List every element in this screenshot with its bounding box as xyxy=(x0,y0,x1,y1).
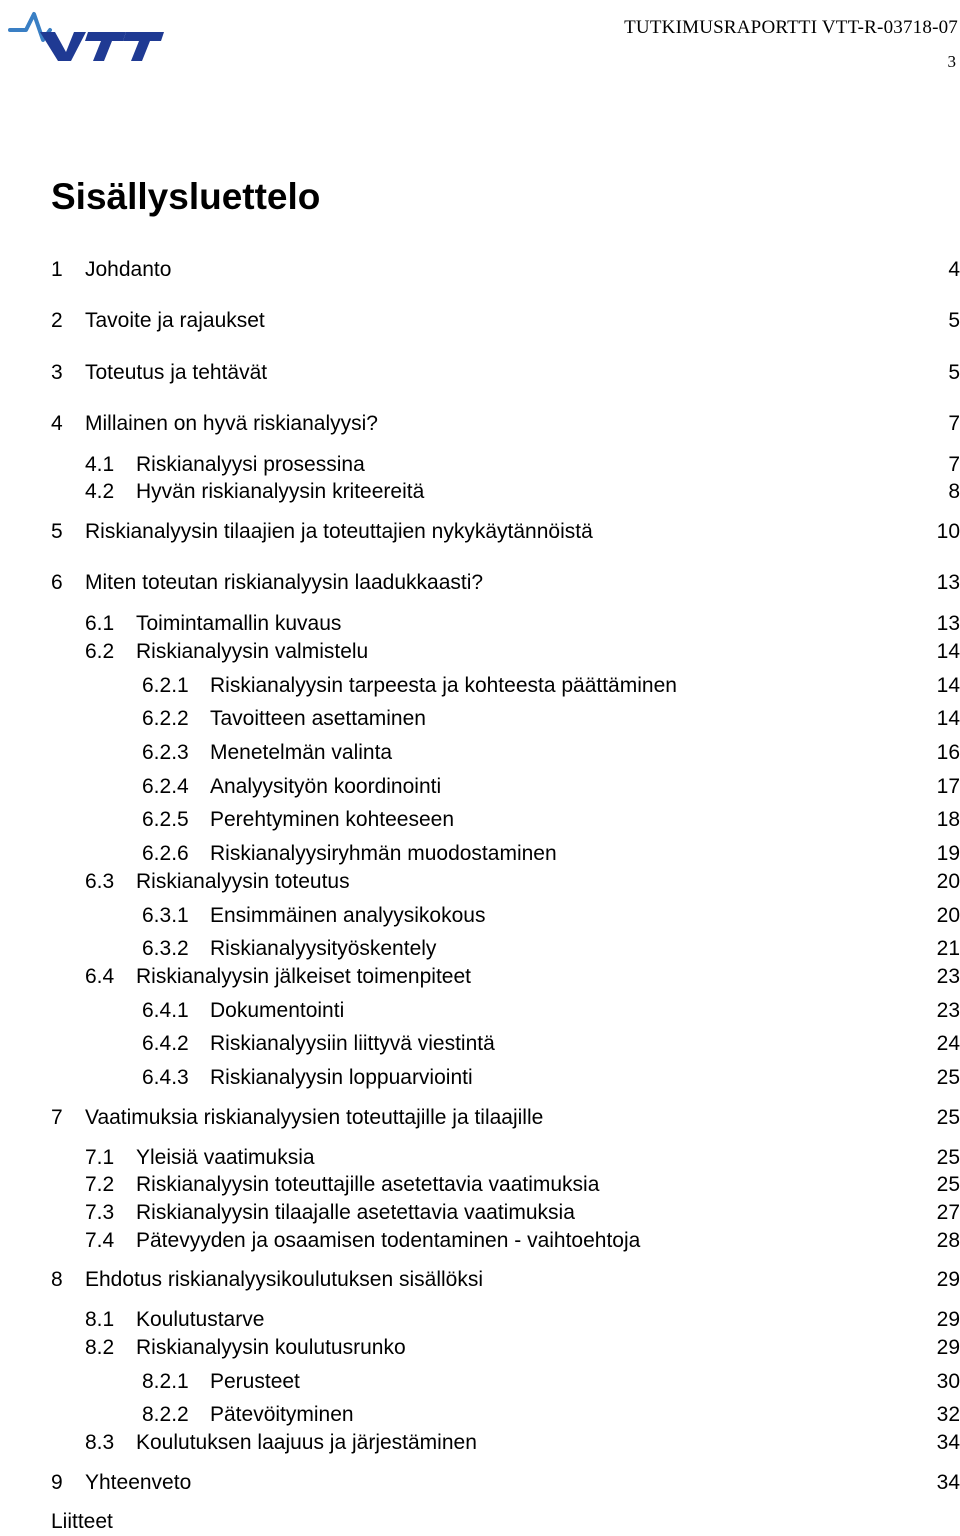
toc-entry-number: 6.2.3 xyxy=(142,741,189,764)
vtt-logo-graphic xyxy=(8,6,166,66)
toc-entry-number: 6.1 xyxy=(85,612,115,635)
toc-entry[interactable] xyxy=(0,569,960,597)
toc-entry-page: 32 xyxy=(936,1403,960,1426)
toc-entry-title: Millainen on hyvä riskianalyysi? xyxy=(85,412,378,435)
toc-entry[interactable] xyxy=(0,1266,960,1294)
toc-entry[interactable] xyxy=(0,773,960,801)
toc-entry[interactable] xyxy=(0,1334,960,1362)
toc-entry-title: Yleisiä vaatimuksia xyxy=(136,1146,315,1169)
page-title: Sisällysluettelo xyxy=(51,176,321,217)
toc-entry-number: 4.1 xyxy=(85,453,115,476)
toc-entry-page: 20 xyxy=(936,904,960,927)
toc-entry-page: 7 xyxy=(948,412,960,435)
toc-entry-title: Toteutus ja tehtävät xyxy=(85,361,268,384)
toc-entry-page: 8 xyxy=(948,480,960,503)
toc-entry-number: 6.3 xyxy=(85,870,115,893)
toc-entry-page: 29 xyxy=(936,1308,960,1331)
toc-entry-page: 7 xyxy=(948,453,960,476)
page-number: 3 xyxy=(947,52,956,71)
toc-entry[interactable] xyxy=(0,902,960,930)
toc-entry-page: 13 xyxy=(936,571,960,594)
toc-entry-number: 9 xyxy=(51,1471,63,1494)
toc-entry-number: 7.1 xyxy=(85,1146,115,1169)
toc-entry-number: 3 xyxy=(51,361,63,384)
toc-entry-title: Riskianalyysin loppuarviointi xyxy=(210,1066,473,1089)
vtt-logo xyxy=(8,6,166,66)
toc-entry-number: 6.2.1 xyxy=(142,674,189,697)
toc-entry[interactable] xyxy=(0,307,960,335)
toc-entry-number: 7.4 xyxy=(85,1229,115,1252)
toc-entry-title: Perusteet xyxy=(210,1370,300,1393)
toc-entry-title: Koulutustarve xyxy=(136,1308,265,1331)
toc-entry[interactable] xyxy=(0,638,960,666)
toc-entry[interactable] xyxy=(0,1368,960,1396)
toc-entry-title: Hyvän riskianalyysin kriteereitä xyxy=(136,480,425,503)
toc-entry-number: 8.2.2 xyxy=(142,1403,189,1426)
toc-entry-page: 34 xyxy=(936,1431,960,1454)
toc-entry-number: 6.4.3 xyxy=(142,1066,189,1089)
toc-entry-number: 8.3 xyxy=(85,1431,115,1454)
toc-entry-number: 6.2.6 xyxy=(142,842,189,865)
toc-entry-page: 14 xyxy=(936,640,960,663)
toc-entry-number: 8.2 xyxy=(85,1336,115,1359)
toc-entry-title: Riskianalyysiin liittyvä viestintä xyxy=(210,1032,495,1055)
toc-entry-page: 29 xyxy=(936,1336,960,1359)
toc-entry-page: 20 xyxy=(936,870,960,893)
toc-entry[interactable] xyxy=(0,840,960,868)
toc-entry-number: 1 xyxy=(51,258,63,281)
toc-entry[interactable] xyxy=(0,478,960,506)
toc-entry-title: Koulutuksen laajuus ja järjestäminen xyxy=(136,1431,477,1454)
toc-entry-page: 23 xyxy=(936,965,960,988)
toc-entry[interactable] xyxy=(0,705,960,733)
toc-entry[interactable] xyxy=(0,451,960,479)
toc-entry-number: 6 xyxy=(51,571,63,594)
toc-entry-number: 6.2.5 xyxy=(142,808,189,831)
toc-entry-title: Tavoite ja rajaukset xyxy=(85,309,265,332)
toc-entry[interactable] xyxy=(0,868,960,896)
toc-entry[interactable] xyxy=(0,1306,960,1334)
toc-entry-page: 4 xyxy=(948,258,960,281)
toc-entry-number: 4 xyxy=(51,412,63,435)
toc-entry-title: Riskianalyysityöskentely xyxy=(210,937,437,960)
toc-entry[interactable] xyxy=(0,935,960,963)
toc-entry-page: 14 xyxy=(936,707,960,730)
toc-entry[interactable] xyxy=(0,1469,960,1497)
toc-entry-title: Yhteenveto xyxy=(85,1471,192,1494)
toc-entry[interactable] xyxy=(0,739,960,767)
toc-entry-page: 23 xyxy=(936,999,960,1022)
toc-entry-number: 6.3.2 xyxy=(142,937,189,960)
toc-entry[interactable] xyxy=(0,1064,960,1092)
toc-entry-number: 7 xyxy=(51,1106,63,1129)
toc-entry-number: 8.2.1 xyxy=(142,1370,189,1393)
toc-entry[interactable] xyxy=(0,1401,960,1429)
toc-entry-title: Riskianalyysin jälkeiset toimenpiteet xyxy=(136,965,471,988)
toc-entry-page: 5 xyxy=(948,309,960,332)
toc-entry[interactable] xyxy=(0,1144,960,1172)
toc-entry-title: Riskianalyysin toteuttajille asetettavia vaatimuksia xyxy=(136,1173,600,1196)
toc-entry-title: Riskianalyysin tilaajalle asetettavia vaatimuksia xyxy=(136,1201,575,1224)
toc-entry[interactable] xyxy=(0,518,960,546)
toc-entry-page: 25 xyxy=(936,1106,960,1129)
toc-entry-title: Riskianalyysin toteutus xyxy=(136,870,350,893)
toc-entry-title: Dokumentointi xyxy=(210,999,345,1022)
toc-entry-page: 13 xyxy=(936,612,960,635)
toc-entry-number: 8 xyxy=(51,1268,63,1291)
toc-entry-title: Riskianalyysin koulutusrunko xyxy=(136,1336,406,1359)
toc-entry[interactable] xyxy=(0,997,960,1025)
toc-entry-number: 6.2.2 xyxy=(142,707,189,730)
toc-entry[interactable] xyxy=(0,1030,960,1058)
toc-entry-page: 25 xyxy=(936,1173,960,1196)
toc-entry-number: 6.4 xyxy=(85,965,115,988)
toc-entry[interactable] xyxy=(0,1199,960,1227)
toc-entry-title: Pätevyyden ja osaamisen todentaminen - vaihtoehtoja xyxy=(136,1229,641,1252)
toc-entry-page: 10 xyxy=(936,520,960,543)
toc-entry-title: Riskianalyysin tilaajien ja toteuttajien nykykäytännöistä xyxy=(85,520,593,543)
toc-entry-number: 6.3.1 xyxy=(142,904,189,927)
report-id: TUTKIMUSRAPORTTI VTT-R-03718-07 xyxy=(624,17,958,38)
toc-entry-page: 27 xyxy=(936,1201,960,1224)
toc-entry[interactable] xyxy=(0,1508,960,1536)
toc-entry-page: 28 xyxy=(936,1229,960,1252)
toc-entry-number: 6.4.2 xyxy=(142,1032,189,1055)
toc-entry[interactable] xyxy=(0,672,960,700)
toc-entry-page: 17 xyxy=(936,775,960,798)
toc-entry[interactable] xyxy=(0,359,960,387)
toc-entry-page: 21 xyxy=(936,937,960,960)
toc-entry-number: 5 xyxy=(51,520,63,543)
toc-entry-number: 7.2 xyxy=(85,1173,115,1196)
toc-entry-page: 14 xyxy=(936,674,960,697)
toc-entry-number: 4.2 xyxy=(85,480,115,503)
toc-entry-page: 25 xyxy=(936,1146,960,1169)
toc-entry[interactable] xyxy=(0,963,960,991)
toc-entry[interactable] xyxy=(0,1227,960,1255)
toc-entry-title: Pätevöityminen xyxy=(210,1403,354,1426)
toc-entry[interactable] xyxy=(0,256,960,284)
toc-entry-number: 6.4.1 xyxy=(142,999,189,1022)
toc-entry-title: Johdanto xyxy=(85,258,172,281)
toc-entry-page: 18 xyxy=(936,808,960,831)
toc-entry[interactable] xyxy=(0,410,960,438)
toc-entry-title: Riskianalyysin valmistelu xyxy=(136,640,369,663)
toc-entry-title: Ensimmäinen analyysikokous xyxy=(210,904,486,927)
toc-entry-page: 19 xyxy=(936,842,960,865)
toc-entry-number: 7.3 xyxy=(85,1201,115,1224)
toc-entry-page: 24 xyxy=(936,1032,960,1055)
toc-entry-title: Ehdotus riskianalyysikoulutuksen sisällöksi xyxy=(85,1268,484,1291)
toc-entry-title: Menetelmän valinta xyxy=(210,741,393,764)
toc-entry-title: Tavoitteen asettaminen xyxy=(210,707,426,730)
toc-entry-title: Miten toteutan riskianalyysin laadukkaasti? xyxy=(85,571,484,594)
toc-entry-title: Riskianalyysi prosessina xyxy=(136,453,365,476)
toc-entry-title: Analyysityön koordinointi xyxy=(210,775,442,798)
toc-entry-title: Perehtyminen kohteeseen xyxy=(210,808,454,831)
toc-entry[interactable] xyxy=(0,806,960,834)
toc-entry-number: 6.2.4 xyxy=(142,775,189,798)
toc-entry-page: 34 xyxy=(936,1471,960,1494)
toc-entry[interactable] xyxy=(0,1171,960,1199)
toc-entry[interactable] xyxy=(0,1104,960,1132)
toc-entry[interactable] xyxy=(0,610,960,638)
toc-entry-page: 16 xyxy=(936,741,960,764)
toc-entry-title: Riskianalyysiryhmän muodostaminen xyxy=(210,842,557,865)
toc-entry-page: 5 xyxy=(948,361,960,384)
toc-entry-title: Riskianalyysin tarpeesta ja kohteesta päättäminen xyxy=(210,674,677,697)
toc-entry-title: Liitteet xyxy=(51,1510,113,1533)
toc-entry-number: 6.2 xyxy=(85,640,115,663)
toc-entry-page: 29 xyxy=(936,1268,960,1291)
toc-entry-number: 8.1 xyxy=(85,1308,115,1331)
toc-entry[interactable] xyxy=(0,1429,960,1457)
toc-entry-page: 30 xyxy=(936,1370,960,1393)
toc-entry-title: Vaatimuksia riskianalyysien toteuttajille ja tilaajille xyxy=(85,1106,544,1129)
toc-entry-title: Toimintamallin kuvaus xyxy=(136,612,342,635)
toc-entry-number: 2 xyxy=(51,309,63,332)
toc-entry-page: 25 xyxy=(936,1066,960,1089)
